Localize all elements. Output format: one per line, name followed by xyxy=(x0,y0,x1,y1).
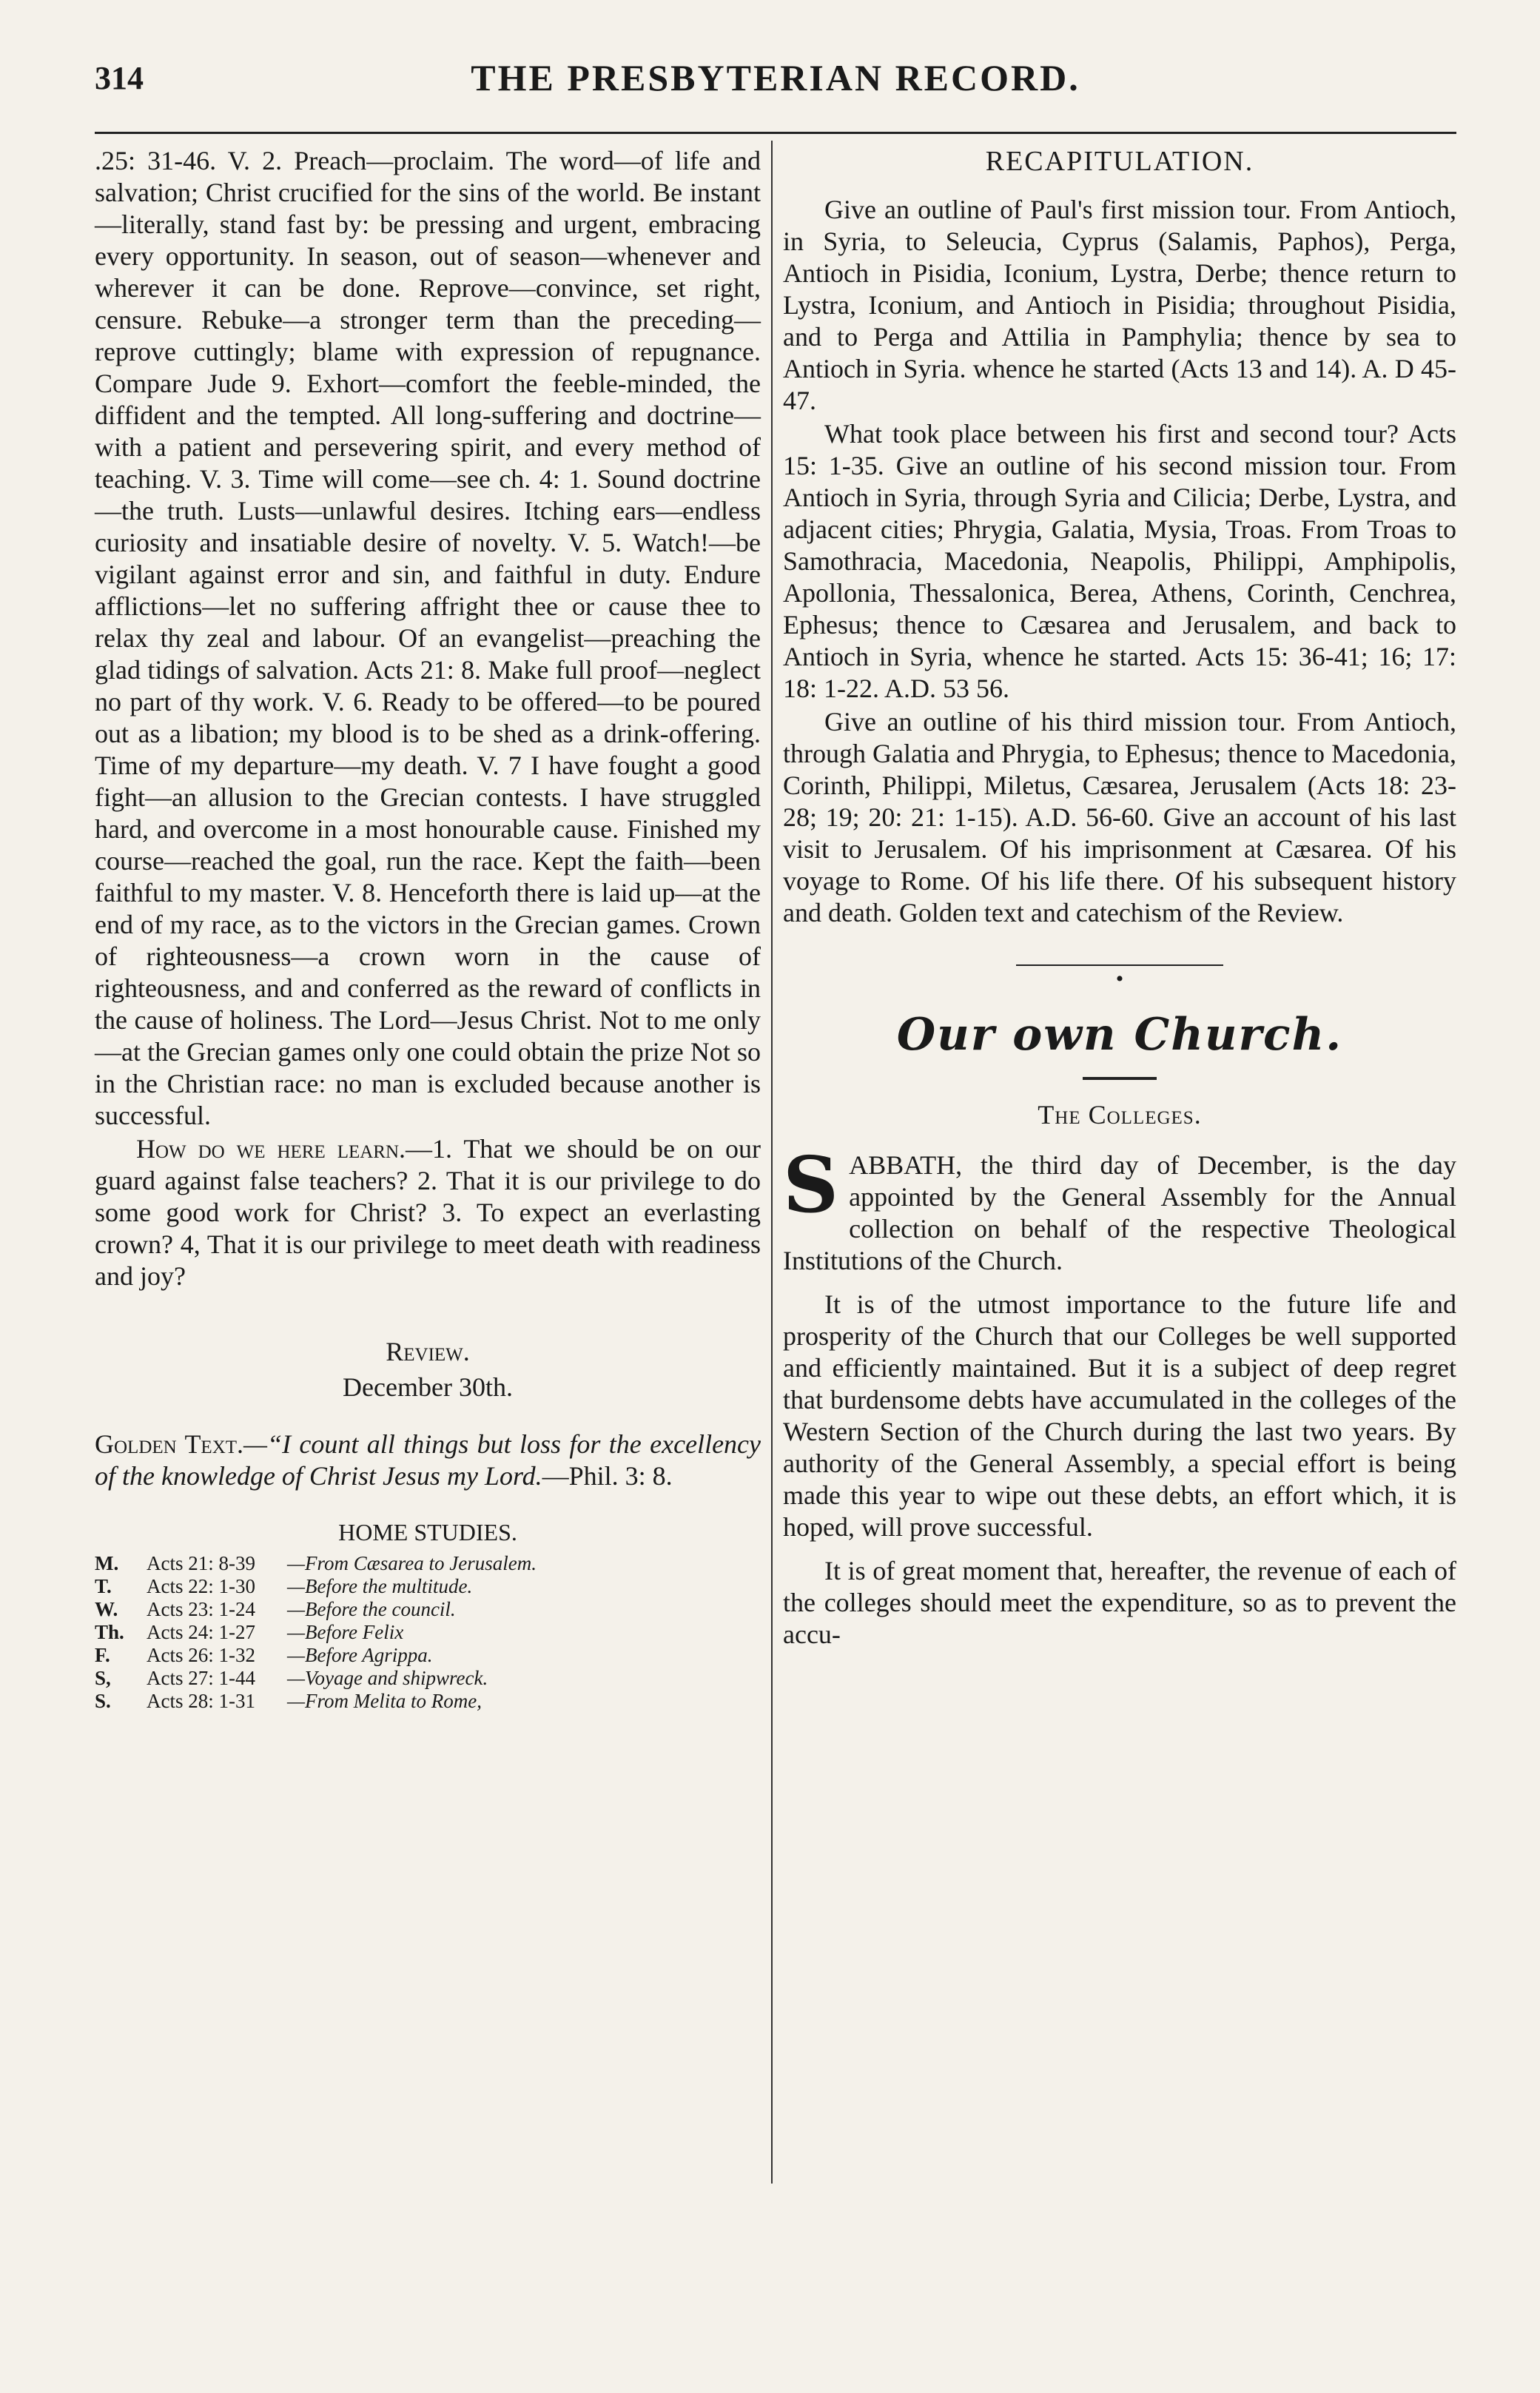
golden-quote: —“I count all things but loss for the excellency of the knowledge of Christ Jesus my Lord. xyxy=(95,1429,761,1491)
home-study-description: —From Cæsarea to Jerusalem. xyxy=(287,1552,537,1574)
home-study-day: S, xyxy=(95,1667,111,1689)
home-study-reference: Acts 28: 1-31 xyxy=(147,1690,255,1712)
home-study-day: T. xyxy=(95,1575,112,1597)
home-study-day: S. xyxy=(95,1690,111,1712)
recap-paragraph: Give an outline of his third mission tour. From Antioch, through Galatia and Phrygia, to Ephesus; thence to Macedonia, Corinth, Philippi, Miletus, Cæsarea, Jerusalem (Acts 18: 23-28; 19; 20: 21: 1-15). A.D. 56-60. Give an account of his last visit to Jerusalem. Of his imprisonment at Cæsarea. Of his voyage to Rome. Of his life there. Of his subsequent history and death. Golden text and catechism of the Review. xyxy=(783,707,1456,927)
recap-paragraph: Give an outline of Paul's first mission tour. From Antioch, in Syria, to Seleucia, Cyprus (Salamis, Paphos), Perga, Antioch in Pisidia, Iconium, Lystra, Derbe; thence return to Lystra, Iconium, and Antioch in Pisidia; throughout Pisidia, and to Perga and Attilia in Pamphylia; thence by sea to Antioch in Syria. whence he started (Acts 13 and 14). A. D 45-47. xyxy=(783,195,1456,415)
column-divider xyxy=(771,141,773,2184)
section-rule xyxy=(1016,964,1223,966)
home-study-reference: Acts 22: 1-30 xyxy=(147,1575,255,1597)
recap-heading: RECAPITULATION. xyxy=(985,146,1254,177)
journal-title: THE PRESBYTERIAN RECORD. xyxy=(471,57,1080,98)
home-study-day: M. xyxy=(95,1552,119,1574)
home-studies-title: HOME STUDIES. xyxy=(338,1519,517,1545)
golden-text xyxy=(95,1429,761,1492)
colleges-paragraph: It is of the utmost importance to the future life and prosperity of the Church that our Colleges be well supported and efficiently maintained. But it is a subject of deep regret that burdensome debts have accumulated in the colleges of the Western Section of the Church during the last two years. By authority of the General Assembly, a special effort is being made this year to wipe out these debts, an effort which, it is hoped, will prove successful. xyxy=(783,1289,1456,1542)
colleges-first-text: ABBATH, the third day of December, is the day appointed by the General Assembly for the Annual collection on behalf of the respective Theological Institutions of the Church. xyxy=(783,1150,1456,1275)
home-study-reference: Acts 21: 8-39 xyxy=(147,1552,255,1574)
home-study-day: Th. xyxy=(95,1621,124,1643)
recap-paragraph: What took place between his first and second tour? Acts 15: 1-35. Give an outline of his second mission tour. From Antioch in Syria, through Syria and Cilicia; Derbe, Lystra, and adjacent cities; Phrygia, Galatia, Mysia, Troas. From Troas to Samothracia, Macedonia, Neapolis, Philippi, Amphipolis, Apollonia, Thessalonica, Berea, Athens, Corinth, Cenchrea, Ephesus; thence to Cæsarea and Jerusalem, and back to Antioch in Syria, whence he started. Acts 15: 36-41; 16; 17: 18: 1-22. A.D. 53 56. xyxy=(783,419,1456,703)
colleges-paragraph: It is of great moment that, hereafter, the revenue of each of the colleges should meet the expenditure, so as to prevent the accu- xyxy=(783,1556,1456,1649)
title-rule xyxy=(1083,1077,1157,1080)
lesson-notes: .25: 31-46. V. 2. Preach—proclaim. The word—of life and salvation; Christ crucified for the sins of the world. Be instant—literally, stand fast by: be pressing and urgent, embracing every opportunity. In season, out of season—whenever and wherever it can be done. Reprove—convince, set right, censure. Rebuke—a stronger term than the preceding—reprove cuttingly; blame with expression of repugnance. Compare Jude 9. Exhort—comfort the feeble-minded, the diffident and the tempted. All long-suffering and doctrine—with a patient and persevering spirit, and every method of teaching. V. 3. Time will come—see ch. 4: 1. Sound doctrine—the truth. Lusts—unlawful desires. Itching ears—endless curiosity and insatiable desire of novelty. V. 5. Watch!—be vigilant against error and sin, and faithful in duty. Endure afflictions—let no suffering affright thee or cause thee to relax thy zeal and labour. Of an evangelist—preaching the glad tidings of salvation. Acts 21: 8. Make full proof—neglect no part of thy work. V. 6. Ready to be offered—to be poured out as a libation; my blood is to be shed as a drink-offering. Time of my departure—my death. V. 7 I have fought a good fight—an allusion to the Grecian contests. I have struggled hard, and overcome in a most honourable cause. Finished my course—reached the goal, run the race. Kept the faith—been faithful to my master. V. 8. Henceforth there is laid up—at the end of my race, as to the victors in the Grecian games. Crown of righteousness—a crown worn in the cause of righteousness, and and conferred as the reward of conflicts in the cause of holiness. The Lord—Jesus Christ. Not to me only—at the Grecian games only one could obtain the prize Not so in the Christian race: no man is excluded because another is successful. xyxy=(95,146,761,1130)
home-study-day: F. xyxy=(95,1644,110,1666)
header-rule xyxy=(95,132,1456,134)
home-studies-table xyxy=(95,1552,761,1713)
colleges-heading: The Colleges. xyxy=(1038,1100,1202,1130)
home-study-description: —Before Felix xyxy=(287,1621,404,1643)
ornament-dot: • xyxy=(1115,967,1124,991)
review-date: December 30th. xyxy=(343,1372,513,1402)
home-study-description: —Before the council. xyxy=(287,1598,456,1620)
golden-label: Golden Text. xyxy=(95,1429,244,1459)
home-study-row xyxy=(95,1552,761,1575)
home-study-day: W. xyxy=(95,1598,118,1620)
home-study-row xyxy=(95,1667,761,1690)
home-study-reference: Acts 26: 1-32 xyxy=(147,1644,255,1666)
home-study-row xyxy=(95,1598,761,1621)
page-header xyxy=(95,53,1456,113)
home-study-row xyxy=(95,1621,761,1644)
home-study-row xyxy=(95,1644,761,1667)
page-number: 314 xyxy=(95,60,144,96)
home-study-description: —Before Agrippa. xyxy=(287,1644,433,1666)
colleges-first-paragraph xyxy=(783,1139,1456,1277)
how-label: How do we here learn. xyxy=(136,1134,406,1164)
home-study-description: —Voyage and shipwreck. xyxy=(287,1667,488,1689)
home-study-reference: Acts 23: 1-24 xyxy=(147,1598,255,1620)
golden-ref: —Phil. 3: 8. xyxy=(542,1461,673,1491)
right-column xyxy=(783,145,1456,1651)
how-do-we-learn xyxy=(95,1133,761,1292)
home-study-reference: Acts 27: 1-44 xyxy=(147,1667,255,1689)
home-study-row xyxy=(95,1690,761,1713)
section-title: Our own Church. xyxy=(896,1009,1343,1061)
home-study-description: —Before the multitude. xyxy=(287,1575,473,1597)
left-column xyxy=(95,145,761,1713)
review-heading: Review. xyxy=(386,1337,470,1366)
home-study-reference: Acts 24: 1-27 xyxy=(147,1621,255,1643)
home-study-row xyxy=(95,1575,761,1598)
how-text: —1. That we should be on our guard against false teachers? 2. That it is our privilege to do some good work for Christ? 3. To expect an everlasting crown? 4, That it is our privilege to meet death with readiness and joy? xyxy=(95,1134,761,1291)
home-study-description: —From Melita to Rome, xyxy=(287,1690,482,1712)
drop-cap: S xyxy=(783,1139,839,1230)
